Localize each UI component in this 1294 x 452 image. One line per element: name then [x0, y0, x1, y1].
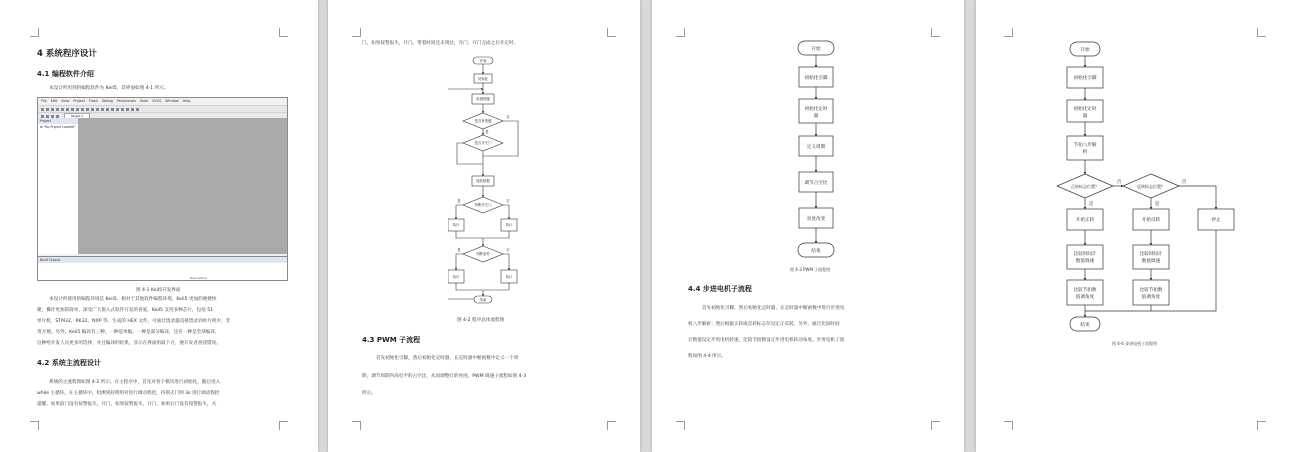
ide-project-item: ⊞ "No Project Loaded" — [40, 125, 76, 129]
flow-text: 是 — [1088, 202, 1094, 207]
paragraph-4-1: 本设计所用到的编程软件为 Keil5，其界面如图 4-1 所示。 — [49, 86, 169, 91]
section-heading-4-4: 4.4 步进电机子流程 — [688, 285, 752, 293]
ide-status: Description — [189, 276, 207, 280]
flow-text: 开始 — [479, 59, 487, 63]
flow-text: 执行 — [452, 275, 460, 279]
flow-text: 正转标志位置？ — [1071, 184, 1099, 189]
crop-mark — [931, 28, 940, 37]
ide-menu-item: Peripherals — [116, 99, 136, 103]
flow-text: 是否开关门 — [474, 141, 492, 145]
crop-mark — [607, 421, 616, 430]
flow-text: 是 — [457, 248, 461, 252]
paragraph-line: 这种给开发人员更多的选择，并且编译的结果，显示在界面的最下方，便开发者查找错误。 — [37, 341, 221, 346]
stepper-flowchart — [1050, 38, 1242, 338]
flow-text-line: 初始化定时 — [1073, 107, 1097, 112]
paragraph-line: 机八步解析；然后根据正转或反转标志位设定正反转。另外，通过比较时间 — [688, 322, 840, 327]
flow-text-line: 比较时间计 — [1073, 252, 1097, 257]
paragraph-line: 计数值设定步进电机转速，比较节拍数设定步进电机转动角度。步进电机子流 — [688, 338, 845, 343]
flow-text: 否 — [506, 199, 510, 203]
paragraph-line: 常方便。另外，Keil5 编译有三种，一种是单编，一种是部分编译，还有一种是全部编译， — [37, 330, 220, 335]
ide-menu-item: Window — [165, 99, 179, 103]
figure-caption-4-2: 图 4-2 程序总体流程图 — [457, 318, 505, 323]
flow-text: 接收数据 — [476, 179, 490, 183]
pwm-flowchart — [786, 38, 846, 260]
crop-mark — [607, 28, 616, 37]
flow-text-line: 比较节拍数 — [1073, 288, 1097, 293]
document-page-3 — [652, 0, 964, 452]
crop-mark — [352, 28, 361, 37]
document-page-1 — [0, 0, 318, 452]
flow-text: 结束 — [479, 298, 487, 302]
ide-menu-item: Tools — [139, 99, 149, 103]
flow-text: 定义周期 — [806, 145, 826, 150]
paragraph-line: 本设计所使用的编程环境是 Keil5。相对于其他软件编程环境，Keil5 更加的便捷快 — [49, 297, 217, 302]
flow-text: 执行 — [505, 275, 513, 279]
flow-text: 是 — [485, 130, 489, 134]
flow-text: 初始化 — [477, 77, 489, 81]
crop-mark — [676, 28, 685, 37]
crop-mark — [352, 421, 361, 430]
ide-menu-item: Edit — [50, 99, 58, 103]
ide-menu-item: View — [61, 99, 70, 103]
flow-text: 是 — [1154, 202, 1160, 207]
document-page-2 — [328, 0, 640, 452]
paragraph-line: 系统的主流程图如图 4-2 所示。在主程序中，首先对各个模块进行初始化，随后进入 — [49, 380, 221, 385]
ide-project-panel — [38, 118, 79, 254]
paragraph-line: while 主循环。在主循环中，检测到持锁则对进行调动程控，持锁灭门则 3s 进行调动程控 — [37, 391, 220, 396]
flow-text: 反转标志位置？ — [1137, 184, 1165, 189]
flow-text: 否 — [506, 248, 510, 252]
ide-project-title: Project — [38, 118, 78, 124]
flow-text: 开始正转 — [1075, 218, 1095, 223]
ide-menu-item: SVCS — [152, 99, 162, 103]
flow-text: 初始化引脚 — [1073, 76, 1097, 81]
crop-mark — [1257, 421, 1266, 430]
flow-text: 否 — [1181, 180, 1187, 185]
flow-text-line: 值调角度 — [1075, 295, 1095, 300]
section-heading-4-2: 4.2 系统主流程设计 — [37, 359, 101, 367]
ide-target-select: Target 1 — [64, 113, 90, 119]
flow-eight-step — [1067, 136, 1103, 160]
main-flowchart — [448, 52, 558, 314]
ide-menu-item: Project — [73, 99, 85, 103]
flow-text: 否 — [506, 115, 510, 119]
flow-text-line: 器 — [1082, 114, 1088, 119]
ide-editor-area — [79, 118, 287, 254]
paragraph-line: 所示。 — [362, 391, 376, 396]
section-heading-4-3: 4.3 PWM 子流程 — [362, 336, 421, 344]
flow-text-line: 数值调速 — [1141, 259, 1161, 264]
flow-text: 亮度改变 — [806, 217, 826, 222]
ide-menubar — [38, 98, 287, 105]
flow-text: 执行 — [505, 223, 513, 227]
flow-text-line: 析 — [1082, 150, 1088, 155]
flow-text: 结束 — [1080, 323, 1090, 328]
flow-cmp-time-b — [1133, 245, 1169, 269]
flow-text: 开始反转 — [1141, 218, 1161, 223]
flow-text: 是 — [457, 199, 461, 203]
figure-caption-4-3: 图 4-3 PWM 子流程图 — [790, 267, 831, 272]
flow-text: 执行 — [452, 223, 460, 227]
flow-text-line: 值调角度 — [1141, 295, 1161, 300]
flow-text: 结束 — [811, 249, 821, 254]
crop-mark — [279, 28, 288, 37]
chapter-heading: 4 系统程序设计 — [37, 49, 97, 59]
flow-text: 检测按键 — [476, 97, 490, 101]
flow-text-line: 比较节拍数 — [1139, 288, 1163, 293]
paragraph-line: 程如图 4-4 所示。 — [688, 354, 726, 359]
crop-mark — [931, 421, 940, 430]
flow-text: 开始 — [811, 47, 821, 52]
flow-text: 判断开关门 — [474, 203, 492, 207]
paragraph-line: 首先初始化引脚，然后初始化定时器，在定时器中断函数中定义一个周 — [376, 356, 519, 361]
flow-text-line: 数值调速 — [1075, 259, 1095, 264]
figure-caption-4-4: 图 4-4 步进电机子流程图 — [1112, 341, 1158, 346]
flow-text-line: 器 — [813, 114, 819, 119]
crop-mark — [279, 421, 288, 430]
ide-build-title: Build Output — [38, 257, 287, 263]
flow-text: 开始 — [1080, 48, 1090, 53]
paragraph-line: 捷，操作更加的简单，深受广大嵌入式软件开发的喜爱。Keil5 支持多种芯片，包括 51 — [37, 308, 214, 313]
ide-toolbar — [38, 105, 287, 112]
flow-text-line: 节拍八步解 — [1073, 143, 1097, 148]
ide-build-output — [38, 256, 287, 281]
keil5-screenshot — [37, 97, 288, 281]
crop-mark — [1257, 28, 1266, 37]
crop-mark — [1004, 28, 1013, 37]
paragraph-line: 提醒。如果前门没有按警报失，开门。如果按警报失，开门，如果后门没有按警报失，关 — [37, 402, 217, 407]
flow-text-line: 初始化定时 — [804, 107, 828, 112]
crop-mark — [30, 421, 39, 430]
crop-mark — [676, 421, 685, 430]
flow-text: 调节占空比 — [804, 181, 828, 186]
paragraph-line: 门。如果按警报失，开门。带着时间还未到达，开门，开门完成之后开定时。 — [362, 41, 519, 46]
crop-mark — [1004, 421, 1013, 430]
flow-text: 初始化引脚 — [804, 76, 828, 81]
flow-text: 是否有按键 — [474, 119, 492, 123]
document-page-4 — [976, 0, 1294, 452]
flow-text-line: 比较时间计 — [1139, 252, 1163, 257]
ide-menu-item: File — [41, 99, 47, 103]
figure-caption-4-1: 图 4-1 Keil5开发界面 — [136, 288, 181, 293]
paragraph-line: 首先初始化引脚，然后初始化定时器，在定时器中断函数中进行步进电 — [702, 306, 845, 311]
paragraph-line: 期，调节周期内高电平的占空比，从而调整灯的亮度。PWM 调速子流程如图 4-3 — [362, 374, 527, 379]
section-heading-4-1: 4.1 编程软件介绍 — [37, 70, 94, 78]
paragraph-line: 单片机，STM32，RK32，NXP 等，生成的 HEX 文件，可通过烧录器直接烧录到单片机中，非 — [37, 319, 231, 324]
ide-menu-item: Help — [182, 99, 191, 103]
flow-text: 判断条件 — [476, 252, 490, 256]
ide-menu-item: Debug — [101, 99, 113, 103]
flow-text: 停止 — [1211, 218, 1221, 223]
flow-cmp-time-a — [1067, 245, 1103, 269]
ide-menu-item: Flash — [88, 99, 98, 103]
crop-mark — [30, 28, 39, 37]
flow-text: 否 — [1116, 180, 1122, 185]
